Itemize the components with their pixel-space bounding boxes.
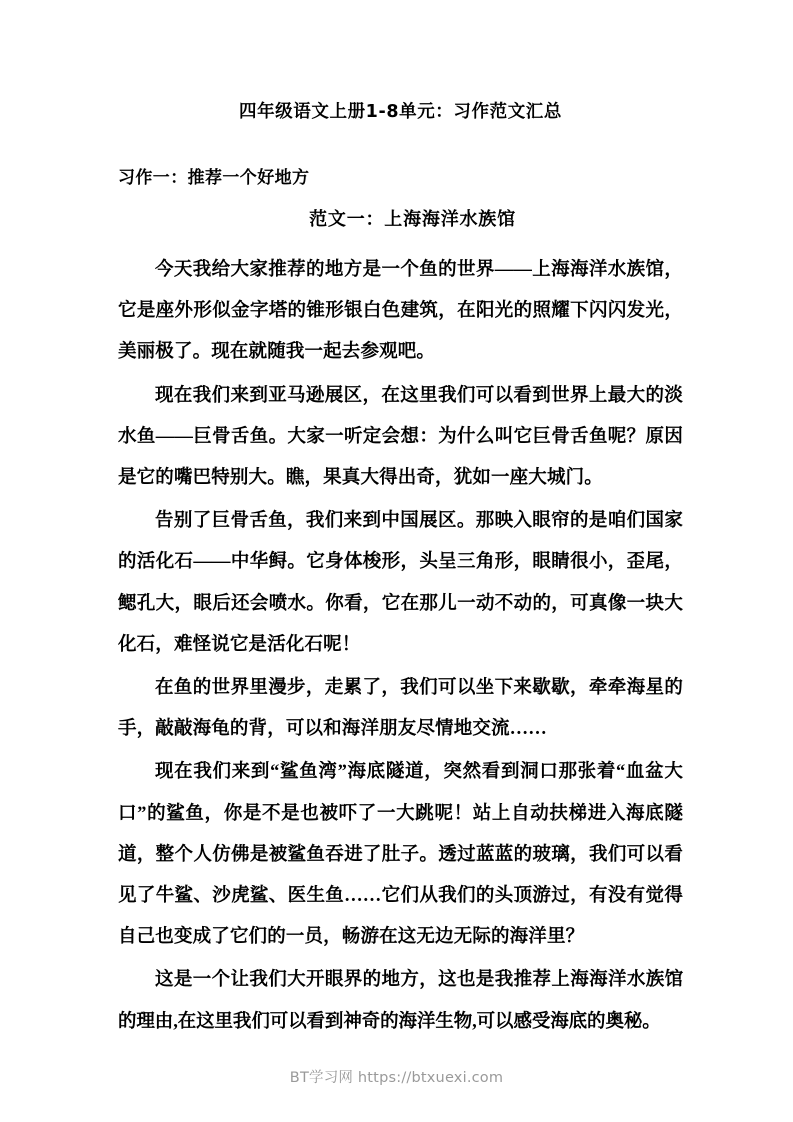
page-title: 四年级语文上册1-8单元：习作范文汇总 — [238, 102, 562, 122]
paragraph: 现在我们来到“鲨鱼湾”海底隧道，突然看到洞口那张着“血盆大口”的鲨鱼，你是不是也被吓了一大跳呢！站上自动扶梯进入海底隧道，整个人仿佛是被鲨鱼吞进了肚子。透过蓝蓝的玻璃，我们可以看见了牛鲨、沙虎鲨、医生鱼……它们从我们的头顶游过，有没有觉得自己也变成了它们的一员，畅游在这无边无际的海洋里？ — [118, 762, 683, 948]
paragraph: 现在我们来到亚马逊展区，在这里我们可以看到世界上最大的淡水鱼——巨骨舌鱼。大家一听定会想：为什么叫它巨骨舌鱼呢？原因是它的嘴巴特别大。瞧，果真大得出奇，犹如一座大城门。 — [118, 385, 683, 489]
paragraph: 在鱼的世界里漫步，走累了，我们可以坐下来歇歇，牵牵海星的手，敲敲海龟的背，可以和海洋朋友尽情地交流…… — [118, 678, 683, 740]
paragraph: 告别了巨骨舌鱼，我们来到中国展区。那映入眼帘的是咱们国家的活化石——中华鲟。它身体梭形，头呈三角形，眼睛很小，歪尾，鳃孔大，眼后还会喷水。你看，它在那儿一动不动的，可真像一块大化石，难怪说它是活化石呢！ — [118, 511, 683, 655]
assignment-heading: 习作一：推荐一个好地方 — [118, 168, 310, 188]
paragraph: 今天我给大家推荐的地方是一个鱼的世界——上海海洋水族馆，它是座外形似金字塔的锥形银白色建筑，在阳光的照耀下闪闪发光，美丽极了。现在就随我一起去参观吧。 — [118, 260, 683, 363]
model-essay-title: 范文一：上海海洋水族馆 — [309, 209, 516, 229]
document-content — [118, 0, 683, 1045]
footer-watermark: BT学习网 https://btxuexi.com — [289, 1070, 504, 1086]
paragraph: 这是一个让我们大开眼界的地方，这也是我推荐上海海洋水族馆的理由,在这里我们可以看到神奇的海洋生物,可以感受海底的奥秘。 — [118, 970, 683, 1032]
essay-body — [118, 232, 683, 1043]
